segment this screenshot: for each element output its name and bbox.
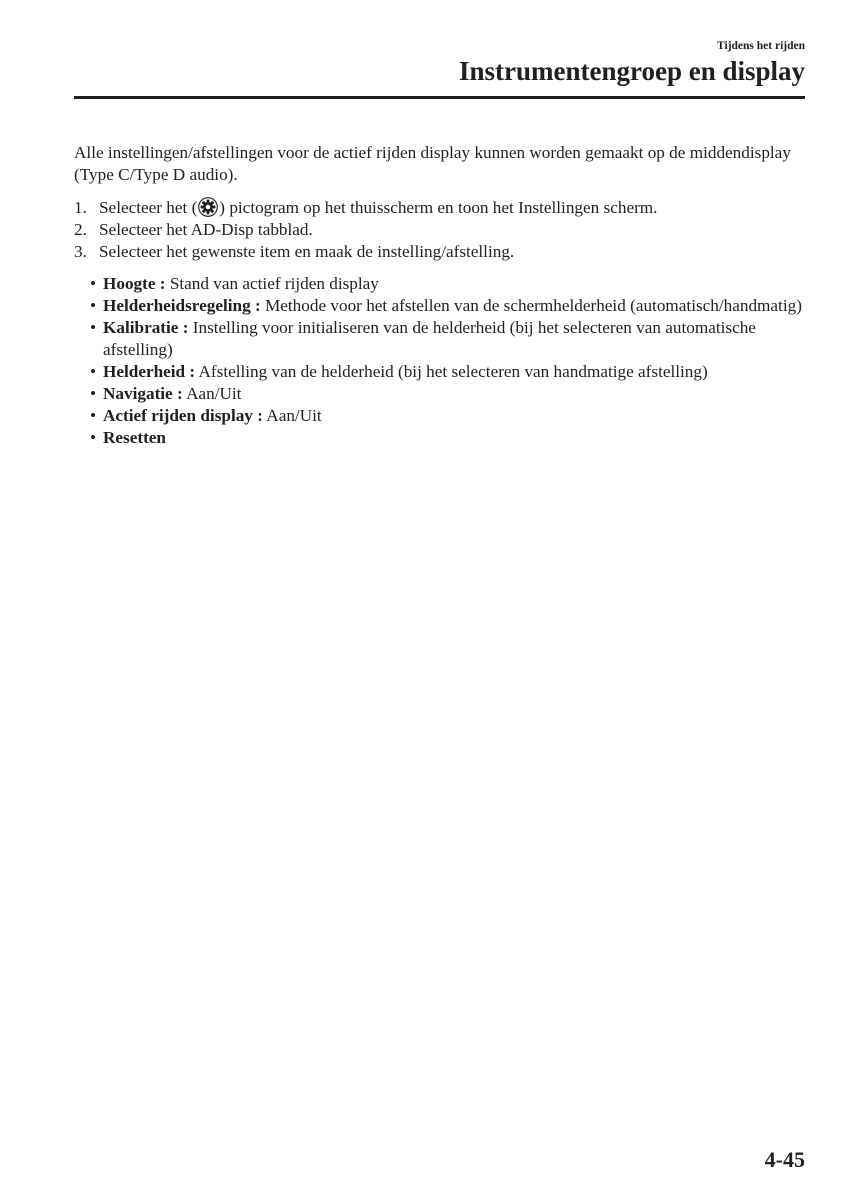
list-item-text [103, 427, 804, 449]
list-item [90, 317, 804, 361]
list-item-term: Helderheid : [103, 362, 196, 381]
bullet-icon: • [90, 406, 97, 425]
step-text: Selecteer het gewenste item en maak de instelling/afstelling. [99, 242, 515, 261]
page-title: Instrumentengroep en display [458, 56, 805, 86]
list-item-desc: Methode voor het afstellen van de schermhelderheid (automatisch/handmatig) [260, 296, 802, 315]
step-item [74, 197, 804, 219]
list-item-desc: Aan/Uit [182, 384, 242, 403]
step-text: Selecteer het AD-Disp tabblad. [99, 220, 313, 239]
intro-paragraph: Alle instellingen/afstellingen voor de actief rijden display kunnen worden gemaakt op de middendisplay (Type C/Type D audio). [74, 143, 791, 184]
bullet-icon: • [90, 384, 97, 403]
list-item [90, 383, 804, 405]
step-item [74, 219, 804, 241]
steps-list [74, 197, 804, 263]
bullet-icon: • [90, 296, 97, 315]
settings-gear-icon [198, 197, 218, 217]
step-text-part: ) pictogram op het thuisscherm en toon het Instellingen scherm. [219, 198, 658, 217]
list-item-desc: Aan/Uit [262, 406, 322, 425]
title-divider [74, 96, 805, 99]
list-item-text [103, 361, 804, 383]
list-item [90, 427, 804, 449]
bullet-icon: • [90, 274, 97, 293]
list-item [90, 361, 804, 383]
list-item-term: Helderheidsregeling : [103, 296, 261, 315]
list-item-text [103, 273, 804, 295]
step-text-part: Selecteer het ( [99, 198, 198, 217]
bullet-icon: • [90, 362, 97, 381]
step-item [74, 241, 804, 263]
list-item [90, 405, 804, 427]
list-item-text [103, 383, 804, 405]
list-item-term: Navigatie : [103, 384, 183, 403]
list-item-desc: Stand van actief rijden display [165, 274, 379, 293]
list-item-term: Actief rijden display : [103, 406, 263, 425]
step-number: 2. [74, 220, 87, 239]
section-label: Tijdens het rijden [717, 40, 805, 52]
list-item [90, 295, 804, 317]
page-number: 4-45 [764, 1147, 805, 1172]
step-number: 1. [74, 198, 87, 217]
bullet-icon: • [90, 428, 97, 447]
list-item-text [103, 295, 804, 317]
list-item-term: Kalibratie : [103, 318, 189, 337]
list-item-term: Resetten [103, 428, 166, 447]
settings-list [74, 273, 804, 449]
list-item-text [103, 405, 804, 427]
step-text [99, 197, 804, 219]
list-item [90, 273, 804, 295]
bullet-icon: • [90, 318, 97, 337]
list-item-text [103, 317, 804, 361]
list-item-desc: Instelling voor initialiseren van de helderheid (bij het selecteren van automatische afstelling) [103, 318, 756, 359]
list-item-term: Hoogte : [103, 274, 166, 293]
main-content [74, 142, 804, 449]
list-item-desc: Afstelling van de helderheid (bij het selecteren van handmatige afstelling) [195, 362, 708, 381]
step-number: 3. [74, 242, 87, 261]
